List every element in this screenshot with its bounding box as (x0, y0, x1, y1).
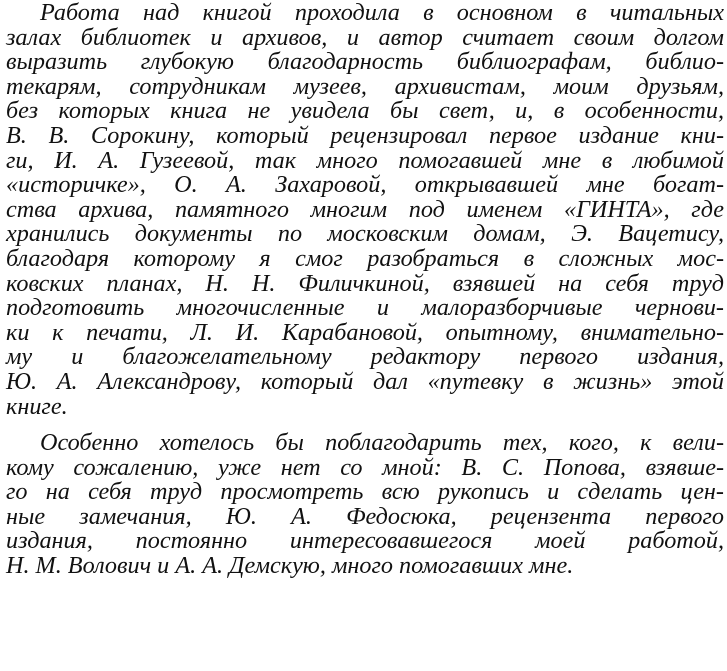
text-line: «историчке», О. А. Захаровой, открывавшей мне богат- (6, 171, 724, 199)
acknowledgements-paragraph-1 (6, 1, 724, 419)
text-line: ки к печати, Л. И. Карабановой, опытному, внимательно- (6, 318, 724, 346)
text-line: благодаря которому я смог разобраться в сложных мос- (6, 244, 724, 272)
text-line: Особенно хотелось бы поблагодарить тех, кого, к вели- (40, 429, 724, 457)
text-line: ковских планах, Н. Н. Филичкиной, взявшей на себя труд (6, 269, 724, 297)
text-line: ные замечания, Ю. А. Федосюка, рецензента первого (6, 502, 724, 530)
text-line: Ю. А. Александрову, который дал «путевку в жизнь» этой (6, 367, 724, 395)
text-line: му и благожелательному редактору первого издания, (6, 343, 724, 371)
text-line: хранились документы по московским домам, Э. Вацетису, (6, 220, 724, 248)
text-line: Н. М. Волович и А. А. Демскую, много помогавших мне. (6, 552, 574, 580)
text-line: го на себя труд просмотреть всю рукопись и сделать цен- (6, 478, 724, 506)
text-line: издания, постоянно интересовавшегося моей работой, (6, 527, 724, 555)
text-line: кому сожалению, уже нет со мной: В. С. Попова, взявше- (6, 453, 724, 481)
text-line: без которых книга не увидела бы свет, и, в особенности, (6, 97, 724, 125)
text-line: текарям, сотрудникам музеев, архивистам, моим друзьям, (6, 72, 724, 100)
acknowledgements-paragraph-2 (6, 431, 724, 579)
text-line: книге. (6, 392, 68, 420)
text-line: Работа над книгой проходила в основном в читальных (40, 0, 724, 26)
text-line: ги, И. А. Гузеевой, так много помогавшей мне в любимой (6, 146, 724, 174)
text-line: ства архива, памятного многим под именем «ГИНТА», где (6, 195, 724, 223)
text-line: В. В. Сорокину, который рецензировал первое издание кни- (6, 121, 724, 149)
text-line: выразить глубокую благодарность библиографам, библио- (6, 48, 724, 76)
text-line: залах библиотек и архивов, и автор считает своим долгом (6, 23, 724, 51)
text-line: подготовить многочисленные и малоразборчивые чернови- (6, 294, 724, 322)
